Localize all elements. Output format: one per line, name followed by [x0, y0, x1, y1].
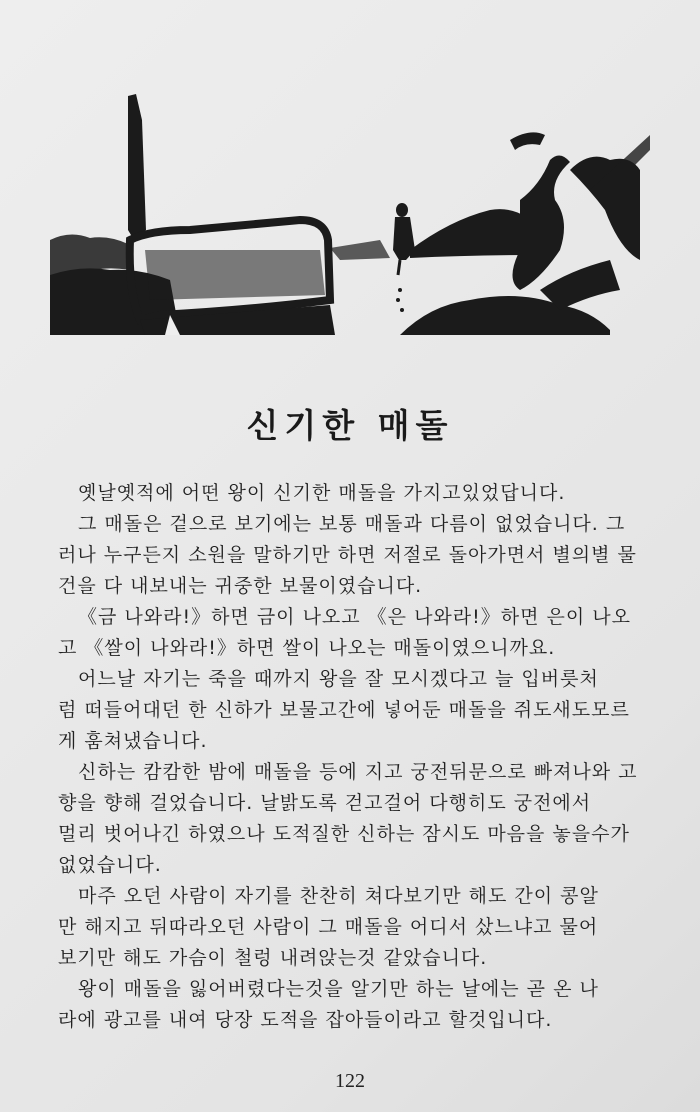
paragraph: [58, 881, 700, 974]
text-line: 멀리 벗어나긴 하였으나 도적질한 신하는 잠시도 마음을 놓을수가: [58, 823, 630, 845]
text-line: 건을 다 내보내는 귀중한 보물이였습니다.: [58, 575, 423, 597]
paragraph: [58, 509, 700, 602]
text-line: 그 매돌은 겉으로 보기에는 보통 매돌과 다름이 없었습니다. 그: [78, 513, 626, 535]
text-line: 없었습니다.: [58, 854, 162, 876]
text-line: 마주 오던 사람이 자기를 찬찬히 쳐다보기만 해도 간이 콩알: [78, 885, 599, 907]
text-line: 옛날옛적에 어떤 왕이 신기한 매돌을 가지고있었답니다.: [78, 482, 566, 504]
millstone-illustration: [50, 90, 670, 335]
text-line: 러나 누구든지 소원을 말하기만 하면 저절로 돌아가면서 별의별 물: [58, 544, 637, 566]
text-line: 라에 광고를 내여 당장 도적을 잡아들이라고 할것입니다.: [58, 1009, 553, 1031]
text-line: 럼 떠들어대던 한 신하가 보물고간에 넣어둔 매돌을 쥐도새도모르: [58, 699, 630, 721]
story-body: [58, 478, 700, 1036]
text-line: 보기만 해도 가슴이 철렁 내려앉는것 같았습니다.: [58, 947, 488, 969]
text-line: 만 해지고 뒤따라오던 사람이 그 매돌을 어디서 샀느냐고 물어: [58, 916, 599, 938]
story-title: 신기한 매돌: [246, 406, 454, 446]
paragraph: [58, 602, 700, 664]
paragraph: [58, 757, 700, 881]
text-line: 어느날 자기는 죽을 때까지 왕을 잘 모시겠다고 늘 입버릇처: [78, 668, 599, 690]
text-line: 신하는 캄캄한 밤에 매돌을 등에 지고 궁전뒤문으로 빠져나와 고: [78, 761, 638, 783]
text-line: 게 훔쳐냈습니다.: [58, 730, 208, 752]
text-line: 고 《쌀이 나와라!》하면 쌀이 나오는 매돌이였으니까요.: [58, 637, 556, 659]
page-number: 122: [335, 1070, 365, 1092]
text-line: 《금 나와라!》하면 금이 나오고 《은 나와라!》하면 은이 나오: [78, 606, 631, 628]
text-line: 왕이 매돌을 잃어버렸다는것을 알기만 하는 날에는 곧 온 나: [78, 978, 599, 1000]
paragraph: [58, 664, 700, 757]
paragraph: [58, 478, 700, 509]
text-line: 향을 향해 걸었습니다. 날밝도록 걷고걸어 다행히도 궁전에서: [58, 792, 592, 814]
paragraph: [58, 974, 700, 1036]
